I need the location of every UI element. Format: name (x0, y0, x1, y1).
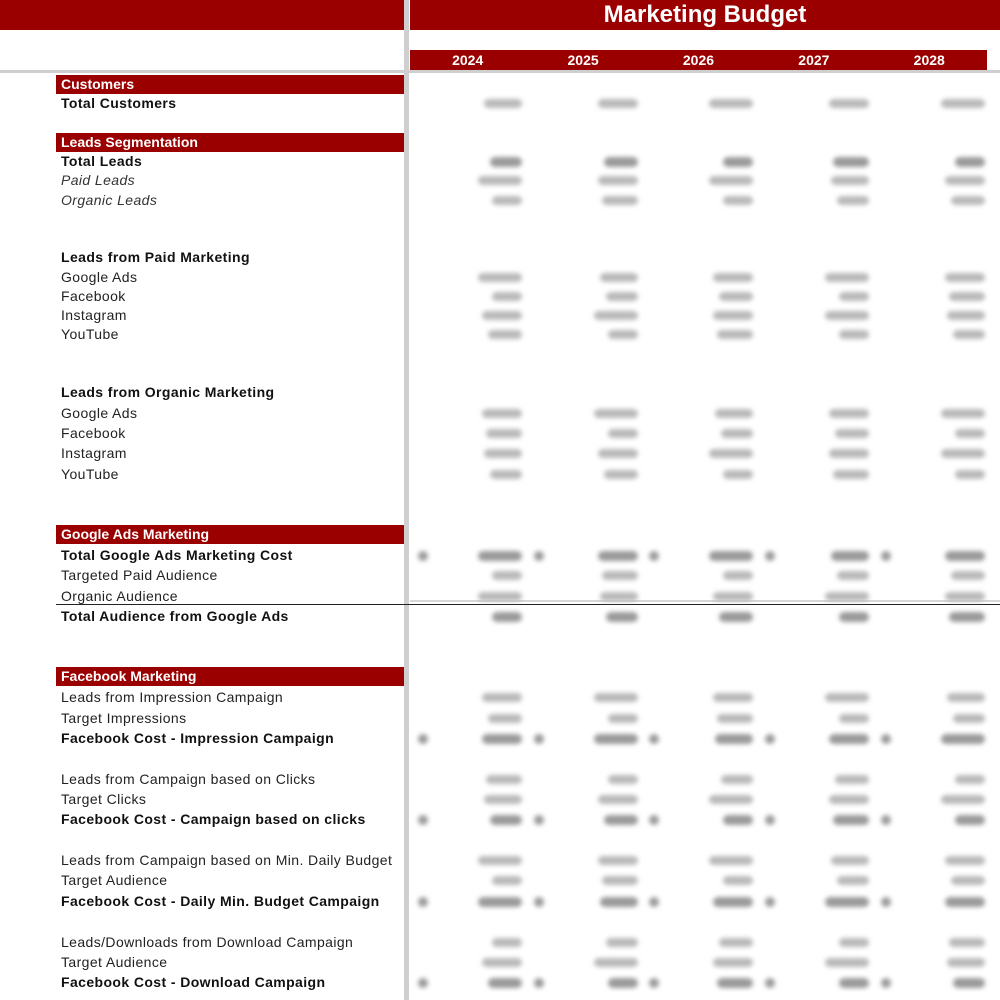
blurred-value (835, 775, 869, 784)
row-label: Leads from Campaign based on Clicks (61, 771, 316, 787)
blurred-value (829, 99, 869, 108)
blurred-value (949, 938, 985, 947)
blurred-value (955, 470, 985, 479)
blurred-value (945, 273, 985, 282)
blurred-value (594, 409, 638, 418)
blurred-value (608, 978, 638, 988)
blurred-value (945, 897, 985, 907)
row-label: Target Audience (61, 954, 168, 970)
row-label: Facebook Cost - Impression Campaign (61, 730, 335, 746)
row-label: Facebook Cost - Download Campaign (61, 974, 326, 990)
row-label: Leads/Downloads from Download Campaign (61, 934, 354, 950)
row-label: Organic Audience (61, 588, 178, 604)
blurred-value (945, 592, 985, 601)
year-column-header: 2024 (452, 52, 484, 68)
blurred-value (604, 815, 638, 825)
blurred-value (835, 429, 869, 438)
blurred-currency-symbol (765, 978, 775, 988)
blurred-value (723, 815, 753, 825)
blurred-value (478, 856, 522, 865)
blurred-value (482, 311, 522, 320)
section-header: Customers (56, 75, 404, 94)
blurred-currency-symbol (881, 551, 891, 561)
blurred-currency-symbol (649, 551, 659, 561)
blurred-value (723, 571, 753, 580)
blurred-value (478, 897, 522, 907)
blurred-value (829, 795, 869, 804)
row-label: Total Customers (61, 95, 177, 111)
blurred-value (945, 551, 985, 561)
section-header: Google Ads Marketing (56, 525, 404, 544)
blurred-value (492, 938, 522, 947)
blurred-value (825, 958, 869, 967)
blurred-value (949, 612, 985, 622)
blurred-value (839, 330, 869, 339)
year-column-header: 2025 (567, 52, 599, 68)
blurred-value (723, 157, 753, 167)
blurred-value (831, 856, 869, 865)
blurred-value (482, 693, 522, 702)
blurred-currency-symbol (765, 551, 775, 561)
blurred-value (608, 429, 638, 438)
row-label: Leads from Impression Campaign (61, 689, 284, 705)
blurred-value (478, 273, 522, 282)
blurred-currency-symbol (534, 978, 544, 988)
blurred-value (488, 330, 522, 339)
blurred-value (721, 775, 753, 784)
blurred-value (608, 330, 638, 339)
blurred-value (717, 714, 753, 723)
blurred-value (598, 856, 638, 865)
blurred-value (839, 292, 869, 301)
blurred-currency-symbol (418, 815, 428, 825)
blurred-value (598, 99, 638, 108)
blurred-value (839, 978, 869, 988)
blurred-value (488, 714, 522, 723)
blurred-value (709, 176, 753, 185)
blurred-value (947, 311, 985, 320)
blurred-value (594, 958, 638, 967)
blurred-value (941, 99, 985, 108)
blurred-currency-symbol (418, 551, 428, 561)
blurred-value (482, 409, 522, 418)
blurred-currency-symbol (418, 734, 428, 744)
row-label: Facebook (61, 425, 126, 441)
blurred-value (713, 897, 753, 907)
freeze-pane-vertical-divider (404, 0, 409, 1000)
blurred-value (941, 409, 985, 418)
blurred-value (594, 311, 638, 320)
row-label: Total Google Ads Marketing Cost (61, 547, 293, 563)
year-column-header: 2026 (682, 52, 715, 68)
row-label: Paid Leads (61, 172, 136, 188)
blurred-value (719, 292, 753, 301)
blurred-value (947, 693, 985, 702)
blurred-currency-symbol (881, 734, 891, 744)
row-label: Target Impressions (61, 710, 187, 726)
row-label: Leads from Campaign based on Min. Daily Budget (61, 852, 393, 868)
row-label: Leads from Paid Marketing (61, 249, 250, 265)
freeze-pane-horizontal-divider (0, 70, 1000, 73)
blurred-value (486, 775, 522, 784)
blurred-value (602, 571, 638, 580)
blurred-currency-symbol (881, 897, 891, 907)
blurred-value (598, 176, 638, 185)
row-label: Google Ads (61, 405, 138, 421)
blurred-value (837, 571, 869, 580)
blurred-value (492, 571, 522, 580)
blurred-value (715, 734, 753, 744)
blurred-value (713, 958, 753, 967)
blurred-value (955, 157, 985, 167)
blurred-value (951, 571, 985, 580)
blurred-value (947, 958, 985, 967)
blurred-value (839, 714, 869, 723)
blurred-currency-symbol (881, 815, 891, 825)
blurred-value (709, 795, 753, 804)
blurred-value (713, 592, 753, 601)
blurred-value (602, 876, 638, 885)
row-label: Target Audience (61, 872, 168, 888)
blurred-value (719, 612, 753, 622)
blurred-value (825, 592, 869, 601)
row-label: YouTube (61, 326, 119, 342)
blurred-currency-symbol (418, 897, 428, 907)
blurred-value (604, 157, 638, 167)
blurred-value (608, 775, 638, 784)
blurred-value (945, 856, 985, 865)
blurred-value (955, 815, 985, 825)
row-label: Leads from Organic Marketing (61, 384, 275, 400)
blurred-value (839, 612, 869, 622)
blurred-value (604, 470, 638, 479)
blurred-value (478, 176, 522, 185)
blurred-value (951, 196, 985, 205)
blurred-value (955, 429, 985, 438)
blurred-value (490, 815, 522, 825)
blurred-value (837, 876, 869, 885)
blurred-currency-symbol (534, 551, 544, 561)
blurred-value (602, 196, 638, 205)
blurred-value (600, 592, 638, 601)
blurred-value (598, 449, 638, 458)
blurred-value (833, 157, 869, 167)
blurred-value (825, 311, 869, 320)
blurred-value (949, 292, 985, 301)
blurred-value (723, 876, 753, 885)
blurred-value (941, 449, 985, 458)
year-header-row (410, 50, 987, 70)
blurred-currency-symbol (765, 815, 775, 825)
blurred-value (713, 311, 753, 320)
blurred-value (953, 978, 985, 988)
blurred-value (713, 693, 753, 702)
blurred-value (953, 330, 985, 339)
section-header: Facebook Marketing (56, 667, 404, 686)
blurred-currency-symbol (649, 815, 659, 825)
row-label: Targeted Paid Audience (61, 567, 218, 583)
blurred-value (721, 429, 753, 438)
row-label: Instagram (61, 445, 127, 461)
blurred-value (719, 938, 753, 947)
blurred-value (478, 592, 522, 601)
blurred-value (717, 330, 753, 339)
blurred-value (594, 734, 638, 744)
blurred-value (833, 470, 869, 479)
blurred-value (709, 551, 753, 561)
blurred-value (492, 292, 522, 301)
blurred-value (951, 876, 985, 885)
blurred-value (831, 551, 869, 561)
blurred-value (608, 714, 638, 723)
blurred-value (723, 470, 753, 479)
blurred-value (600, 897, 638, 907)
blurred-value (941, 734, 985, 744)
blurred-value (715, 409, 753, 418)
blurred-currency-symbol (765, 734, 775, 744)
blurred-currency-symbol (534, 897, 544, 907)
blurred-value (492, 196, 522, 205)
row-label: Target Clicks (61, 791, 147, 807)
row-label: Facebook (61, 288, 126, 304)
blurred-value (490, 470, 522, 479)
blurred-currency-symbol (649, 978, 659, 988)
blurred-value (606, 938, 638, 947)
blurred-value (833, 815, 869, 825)
blurred-value (598, 795, 638, 804)
blurred-value (723, 196, 753, 205)
row-label: Organic Leads (61, 192, 158, 208)
blurred-value (484, 99, 522, 108)
left-header-band (0, 0, 404, 30)
blurred-value (606, 612, 638, 622)
blurred-value (709, 99, 753, 108)
blurred-value (606, 292, 638, 301)
blurred-value (955, 775, 985, 784)
blurred-value (831, 176, 869, 185)
blurred-value (709, 856, 753, 865)
blurred-value (825, 897, 869, 907)
blurred-currency-symbol (881, 978, 891, 988)
blurred-value (717, 978, 753, 988)
year-column-header: 2028 (913, 52, 945, 68)
blurred-value (709, 449, 753, 458)
row-label: Total Leads (61, 153, 143, 169)
blurred-value (829, 734, 869, 744)
blurred-currency-symbol (534, 815, 544, 825)
blurred-value (490, 157, 522, 167)
blurred-value (482, 958, 522, 967)
row-label: Facebook Cost - Daily Min. Budget Campaign (61, 893, 380, 909)
blurred-value (829, 449, 869, 458)
blurred-currency-symbol (418, 978, 428, 988)
blurred-currency-symbol (534, 734, 544, 744)
blurred-value (600, 273, 638, 282)
blurred-value (488, 978, 522, 988)
page-title: Marketing Budget (410, 0, 1000, 30)
blurred-value (837, 196, 869, 205)
blurred-currency-symbol (649, 897, 659, 907)
blurred-value (486, 429, 522, 438)
blurred-value (829, 409, 869, 418)
blurred-value (492, 612, 522, 622)
blurred-value (953, 714, 985, 723)
blurred-value (484, 795, 522, 804)
blurred-value (598, 551, 638, 561)
blurred-value (945, 176, 985, 185)
year-column-header: 2027 (798, 52, 830, 68)
blurred-value (594, 693, 638, 702)
blurred-value (492, 876, 522, 885)
blurred-value (839, 938, 869, 947)
blurred-value (825, 693, 869, 702)
row-label: Google Ads (61, 269, 138, 285)
blurred-value (484, 449, 522, 458)
row-label: Total Audience from Google Ads (61, 608, 289, 624)
row-label: YouTube (61, 466, 119, 482)
blurred-currency-symbol (765, 897, 775, 907)
blurred-value (713, 273, 753, 282)
blurred-value (941, 795, 985, 804)
row-label: Facebook Cost - Campaign based on clicks (61, 811, 366, 827)
blurred-value (478, 551, 522, 561)
blurred-currency-symbol (649, 734, 659, 744)
row-label: Instagram (61, 307, 127, 323)
blurred-value (482, 734, 522, 744)
section-header: Leads Segmentation (56, 133, 404, 152)
blurred-value (825, 273, 869, 282)
